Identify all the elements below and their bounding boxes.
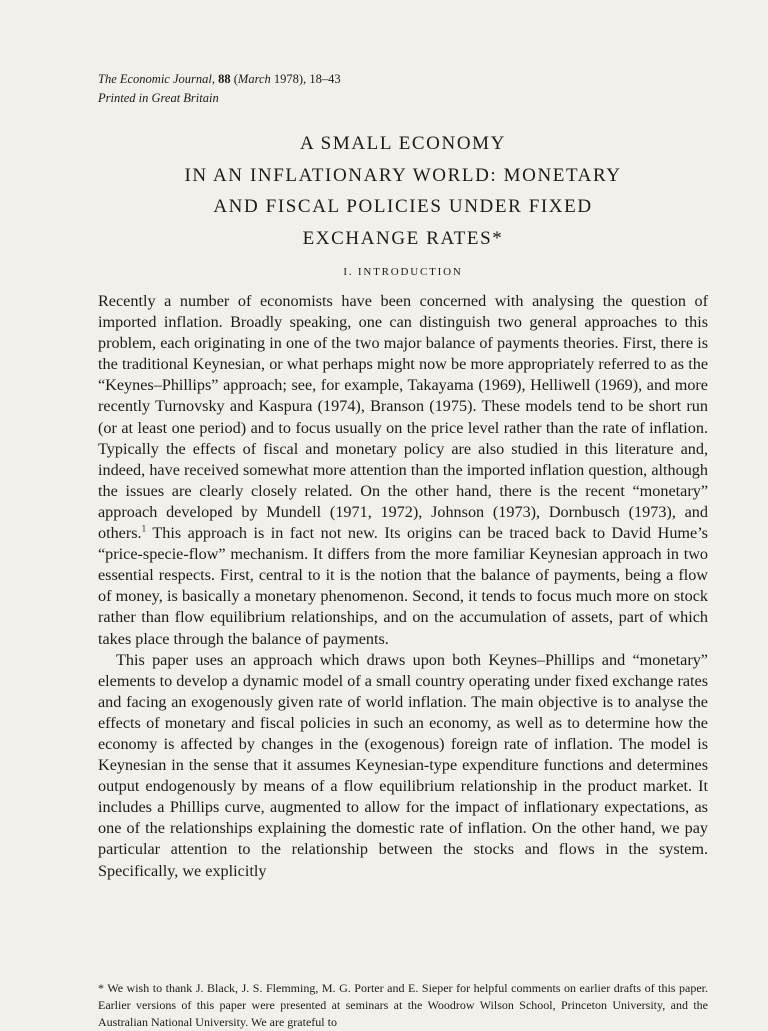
- issue-month: March: [237, 72, 271, 86]
- body-text: [98, 291, 708, 882]
- footnote: * We wish to thank J. Black, J. S. Flemming, M. G. Porter and E. Sieper for helpful comments on earlier drafts of this paper. Earlier versions of this paper were presented at seminars at the Woodrow Wilson School, Princeton University, and the Australian National University. We are grateful to: [98, 981, 708, 1029]
- paragraph-1: [98, 291, 708, 650]
- title-line-3: AND FISCAL POLICIES UNDER FIXED: [213, 196, 593, 217]
- title-line-2: IN AN INFLATIONARY WORLD: MONETARY: [184, 164, 622, 186]
- paragraph-1-part-a: Recently a number of economists have been concerned with analysing the question of imported inflation. Broadly speaking, one can distinguish two general approaches to this problem, each originating in one of the two major balance of payments theories. First, there is the traditional Keynesian, or what perhaps might now be more appropriately referred to as the “Keynes–Phillips” approach; see, for example, Takayama (1969), Helliwell (1969), and more recently Turnovsky and Kaspura (1974), Branson (1975). These models tend to be short run (or at least one period) and to focus usually on the price level rather than the rate of inflation. Typically the effects of fiscal and monetary policy are also studied in this literature and, indeed, have received somewhat more attention than the imported inflation question, although the issues are clearly closely related. On the other hand, there is the recent “monetary” approach developed by Mundell (1971, 1972), Johnson (1973), Dornbusch (1973), and others.: [98, 292, 708, 543]
- volume-number: 88: [218, 72, 231, 86]
- journal-header: [98, 70, 341, 108]
- paragraph-2: This paper uses an approach which draws upon both Keynes–Phillips and “monetary” elements to develop a dynamic model of a small country operating under fixed exchange rates and facing an exogenously given rate of world inflation. The main objective is to analyse the effects of monetary and fiscal policies in such an economy, as well as to determine how the economy is affected by changes in the (exogenous) foreign rate of inflation. The model is Keynesian in the sense that it assumes Keynesian-type expenditure functions and determines output endogenously by means of a flow equilibrium relationship in the product market. It includes a Phillips curve, augmented to allow for the impact of inflationary expectations, as one of the relationships explaining the domestic rate of inflation. On the other hand, we pay particular attention to the relationship between the stocks and flows in the system. Specifically, we explicitly: [98, 650, 708, 880]
- printed-line: Printed in Great Britain: [98, 91, 219, 105]
- section-heading: I. INTRODUCTION: [343, 266, 463, 278]
- title-line-1: A SMALL ECONOMY: [300, 133, 506, 154]
- footnote-marker: 1: [141, 523, 147, 534]
- year-pages: 1978), 18–43: [273, 72, 341, 86]
- title-line-4: EXCHANGE RATES*: [302, 227, 504, 249]
- paragraph-1-part-b: This approach is in fact not new. Its origins can be traced back to David Hume’s “price-specie-flow” mechanism. It differs from the more familiar Keynesian approach in two essential respects. First, central to it is the notion that the balance of payments, being a flow of money, is basically a monetary phenomenon. Second, it tends to focus much more on stock rather than flow equilibrium relationships, and on the accumulation of assets, part of which takes place through the balance of payments.: [98, 524, 708, 648]
- article-title: [98, 128, 708, 254]
- citation-line: [98, 70, 341, 89]
- date-open: (: [233, 72, 238, 86]
- journal-name: The Economic Journal,: [98, 72, 215, 86]
